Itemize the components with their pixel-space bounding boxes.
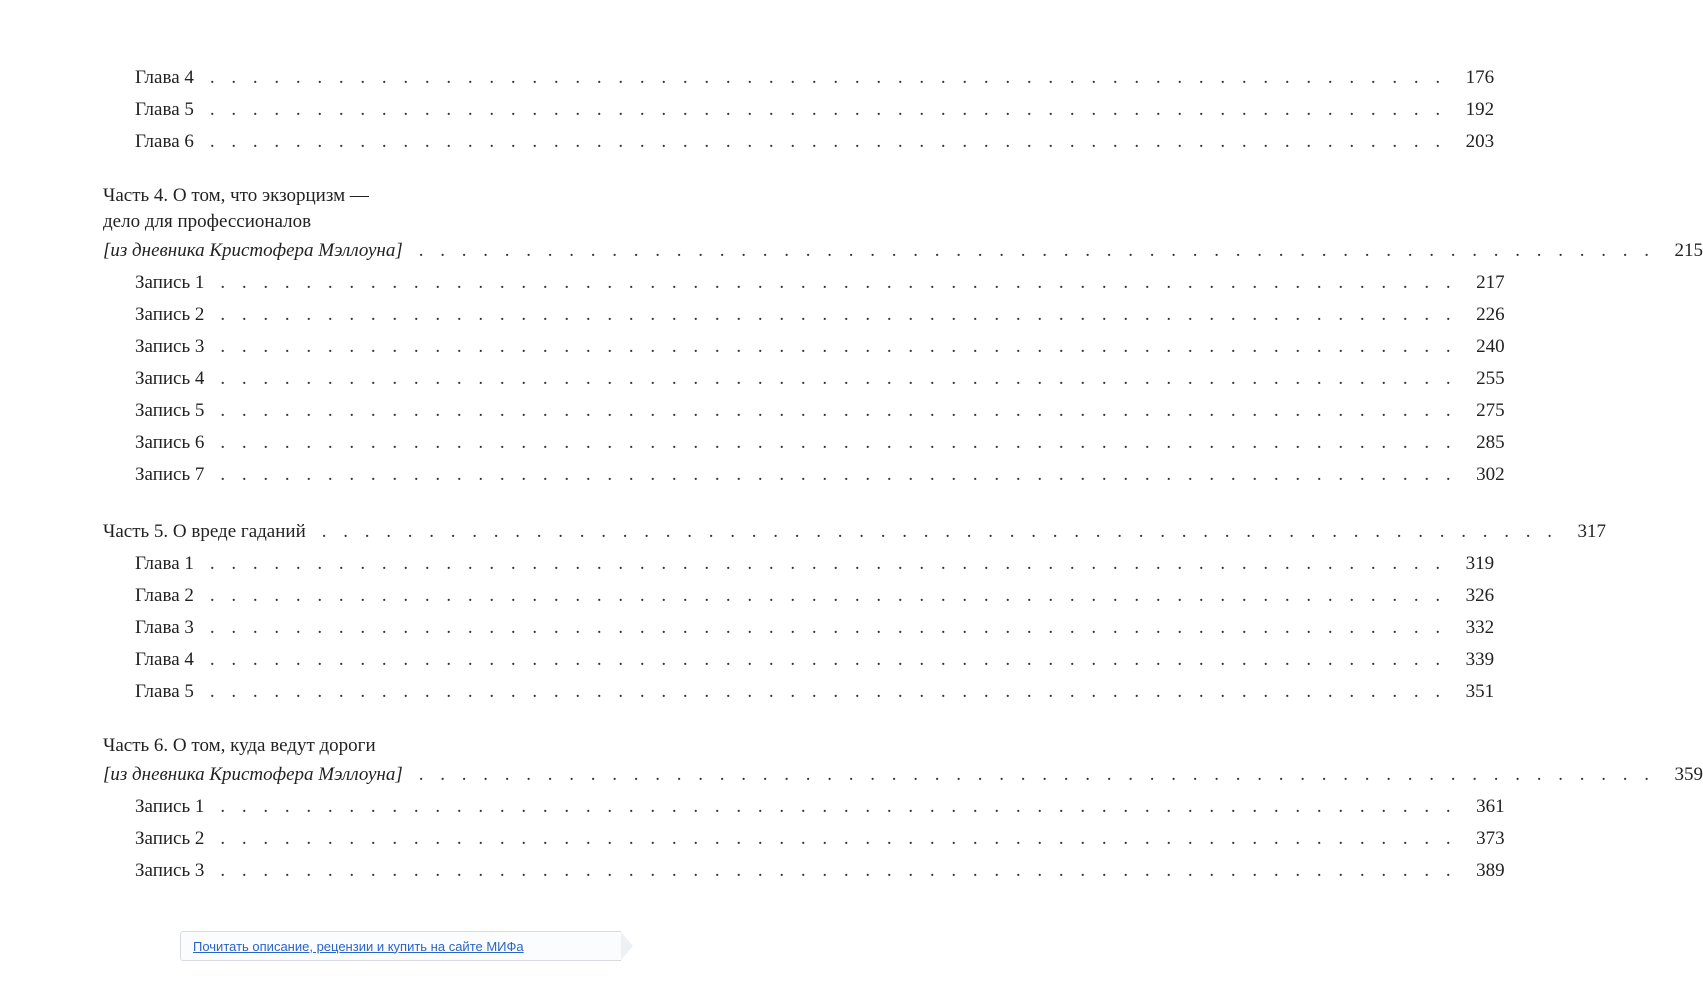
leader-dots: . . . . . . . . . . . . . . . . . . . . . . . . . . . . . . . . . . . . . . . . . . . . . . . . . . . . . . . . . . [209,585,1447,606]
part4-heading-entry[interactable] [103,235,1703,267]
leader-dots: . . . . . . . . . . . . . . . . . . . . . . . . . . . . . . . . . . . . . . . . . . . . . . . . . . . . . . . . . . [209,99,1447,120]
part6-heading-entry[interactable] [103,759,1703,791]
entry-label: Запись 2 [135,828,205,849]
part4-subtitle: [из дневника Кристофера Мэллоуна] [103,240,403,261]
page-number: 302 [1476,464,1505,485]
table-of-contents [103,62,1703,887]
entry-label: Запись 4 [135,368,205,389]
toc-entry[interactable] [103,612,1495,644]
part5-heading-entry[interactable] [103,516,1606,548]
entry-label: Запись 3 [135,860,205,881]
section-gap [103,491,698,516]
leader-dots: . . . . . . . . . . . . . . . . . . . . . . . . . . . . . . . . . . . . . . . . . . . . . . . . . . . . . . . . . . [220,860,1457,881]
entry-label: Глава 6 [135,131,194,152]
page-number: 255 [1476,368,1505,389]
entry-label: Глава 2 [135,585,194,606]
entry-label: Глава 5 [135,681,194,702]
toc-entry[interactable] [103,395,1505,427]
entry-label: Глава 1 [135,553,194,574]
page-number: 203 [1465,131,1495,152]
leader-dots: . . . . . . . . . . . . . . . . . . . . . . . . . . . . . . . . . . . . . . . . . . . . . . . . . . . . . . . . . . [209,553,1447,574]
leader-dots: . . . . . . . . . . . . . . . . . . . . . . . . . . . . . . . . . . . . . . . . . . . . . . . . . . . . . . . . . . [418,240,1655,261]
page-number: 192 [1465,99,1495,120]
entry-label: Запись 7 [135,464,205,485]
leader-dots: . . . . . . . . . . . . . . . . . . . . . . . . . . . . . . . . . . . . . . . . . . . . . . . . . . . . . . . . . . [220,336,1457,357]
entry-label: Запись 1 [135,796,205,817]
page-number: 351 [1465,681,1495,702]
leader-dots: . . . . . . . . . . . . . . . . . . . . . . . . . . . . . . . . . . . . . . . . . . . . . . . . . . . . . . . . . . [418,764,1655,785]
page-number: 275 [1476,400,1505,421]
page-number: 240 [1476,336,1505,357]
leader-dots: . . . . . . . . . . . . . . . . . . . . . . . . . . . . . . . . . . . . . . . . . . . . . . . . . . . . . . . . . . [220,400,1457,421]
entry-label: Глава 4 [135,67,194,88]
toc-entry[interactable] [103,363,1505,395]
leader-dots: . . . . . . . . . . . . . . . . . . . . . . . . . . . . . . . . . . . . . . . . . . . . . . . . . . . . . . . . . . [209,649,1447,670]
page-number: 389 [1476,860,1505,881]
section-gap [103,708,698,733]
toc-entry[interactable] [103,548,1495,580]
toc-entry[interactable] [103,427,1505,459]
toc-entry[interactable] [103,676,1495,708]
leader-dots: . . . . . . . . . . . . . . . . . . . . . . . . . . . . . . . . . . . . . . . . . . . . . . . . . . . . . . . . . . [220,796,1457,817]
leader-dots: . . . . . . . . . . . . . . . . . . . . . . . . . . . . . . . . . . . . . . . . . . . . . . . . . . . . . . . . . . [220,432,1457,453]
toc-entry[interactable] [103,459,1505,491]
toc-entry[interactable] [103,299,1505,331]
page-number: 326 [1465,585,1495,606]
part5-title: Часть 5. О вреде гаданий [103,521,306,542]
leader-dots: . . . . . . . . . . . . . . . . . . . . . . . . . . . . . . . . . . . . . . . . . . . . . . . . . . . . . . . . . . [220,272,1457,293]
entry-label: Глава 3 [135,617,194,638]
part6-subtitle: [из дневника Кристофера Мэллоуна] [103,764,403,785]
toc-entry[interactable] [103,62,1495,94]
page-number: 215 [1674,240,1703,261]
arrow-icon [621,932,633,960]
section-gap [103,158,698,183]
page-number: 317 [1577,521,1606,542]
page-number: 373 [1476,828,1505,849]
entry-label: Запись 2 [135,304,205,325]
leader-dots: . . . . . . . . . . . . . . . . . . . . . . . . . . . . . . . . . . . . . . . . . . . . . . . . . . . . . . . . . . [220,304,1457,325]
part6-title: Часть 6. О том, куда ведут дороги [103,735,376,756]
toc-entry[interactable] [103,580,1495,612]
entry-label: Запись 1 [135,272,205,293]
entry-label: Глава 4 [135,649,194,670]
toc-entry[interactable] [103,823,1505,855]
page-number: 332 [1465,617,1495,638]
toc-entry[interactable] [103,331,1505,363]
toc-entry[interactable] [103,94,1495,126]
entry-label: Запись 3 [135,336,205,357]
toc-entry[interactable] [103,855,1505,887]
page-number: 359 [1674,764,1703,785]
entry-label: Запись 5 [135,400,205,421]
page-number: 226 [1476,304,1505,325]
toc-entry[interactable] [103,126,1495,158]
leader-dots: . . . . . . . . . . . . . . . . . . . . . . . . . . . . . . . . . . . . . . . . . . . . . . . . . . . . . . . . . . [209,67,1447,88]
part4-title-line2: дело для профессионалов [103,211,312,232]
page-number: 176 [1465,67,1495,88]
leader-dots: . . . . . . . . . . . . . . . . . . . . . . . . . . . . . . . . . . . . . . . . . . . . . . . . . . . . . . . . . . [209,131,1447,152]
toc-entry[interactable] [103,267,1505,299]
leader-dots: . . . . . . . . . . . . . . . . . . . . . . . . . . . . . . . . . . . . . . . . . . . . . . . . . . . . . . . . . . [220,464,1457,485]
page-number: 319 [1465,553,1495,574]
entry-label: Запись 6 [135,432,205,453]
toc-entry[interactable] [103,791,1505,823]
page-number: 339 [1465,649,1495,670]
entry-label: Глава 5 [135,99,194,120]
buy-link[interactable]: Почитать описание, рецензии и купить на сайте МИФа [193,938,524,954]
buy-link-banner [180,931,621,961]
leader-dots: . . . . . . . . . . . . . . . . . . . . . . . . . . . . . . . . . . . . . . . . . . . . . . . . . . . . . . . . . . [220,828,1457,849]
leader-dots: . . . . . . . . . . . . . . . . . . . . . . . . . . . . . . . . . . . . . . . . . . . . . . . . . . . . . . . . . . [220,368,1457,389]
leader-dots: . . . . . . . . . . . . . . . . . . . . . . . . . . . . . . . . . . . . . . . . . . . . . . . . . . . . . . . . . . [209,617,1447,638]
leader-dots: . . . . . . . . . . . . . . . . . . . . . . . . . . . . . . . . . . . . . . . . . . . . . . . . . . . . . . . . . . [209,681,1447,702]
page-number: 217 [1476,272,1505,293]
toc-entry[interactable] [103,644,1495,676]
page-number: 361 [1476,796,1505,817]
leader-dots: . . . . . . . . . . . . . . . . . . . . . . . . . . . . . . . . . . . . . . . . . . . . . . . . . . . . . . . . . . [321,521,1558,542]
page-number: 285 [1476,432,1505,453]
part4-title-line1: Часть 4. О том, что экзорцизм — [103,185,369,206]
